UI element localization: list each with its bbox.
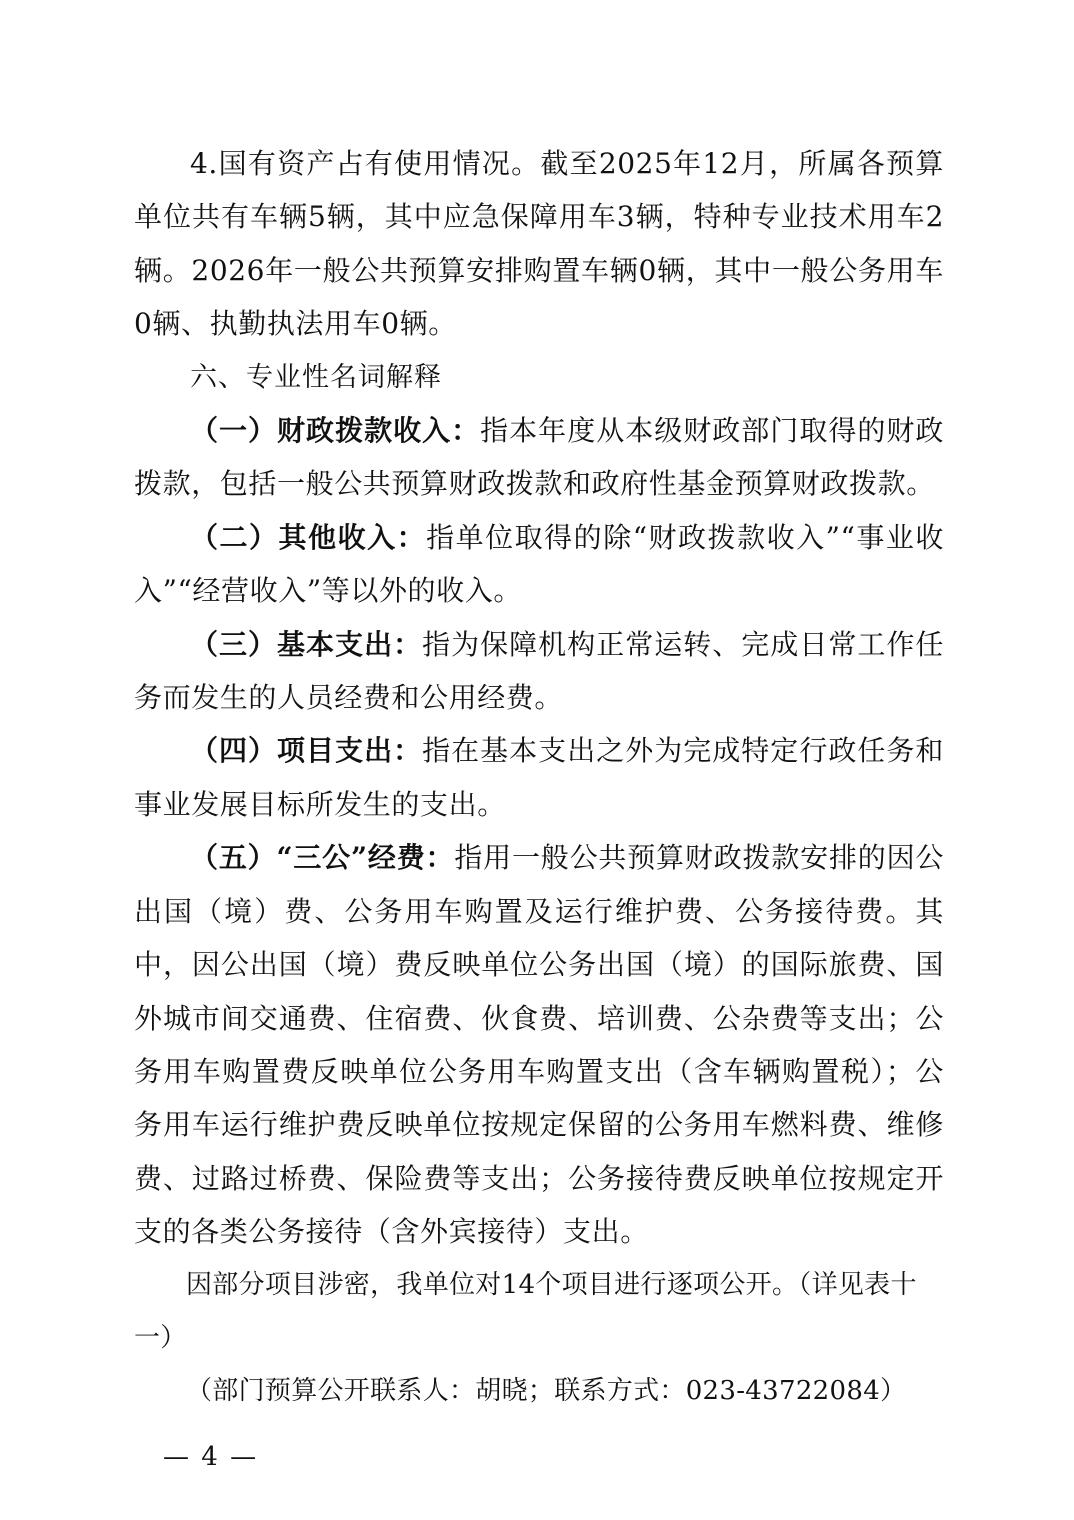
- definition-fiscal-appropriation: [134, 404, 944, 511]
- definition-term: （五）“三公”经费：: [190, 841, 455, 875]
- definition-term: （二）其他收入：: [190, 520, 427, 554]
- definition-basic-expenditure: [134, 618, 944, 725]
- definition-text: 指用一般公共预算财政拨款安排的因公出国（境）费、公务用车购置及运行维护费、公务接待费。其中，因公出国（境）费反映单位公务出国（境）的国际旅费、国外城市间交通费、住宿费、伙食费、培训费、公杂费等支出；公务用车购置费反映单位公务用车购置支出（含车辆购置税）；公务用车运行维护费反映单位按规定保留的公务用车燃料费、维修费、过路过桥费、保险费等支出；公务接待费反映单位按规定开支的各类公务接待（含外宾接待）支出。: [134, 841, 944, 1249]
- definition-three-public-expenses: [134, 831, 944, 1258]
- definition-term: （一）财政拨款收入：: [190, 414, 481, 448]
- contact-note: （部门预算公开联系人：胡晓；联系方式：023-43722084）: [186, 1376, 907, 1407]
- definition-project-expenditure: [134, 724, 944, 831]
- disclosure-note: 因部分项目涉密，我单位对14个项目进行逐项公开。（详见表十一）: [134, 1269, 917, 1353]
- definition-other-income: [134, 511, 944, 618]
- document-page: [134, 137, 944, 1419]
- definition-text: 指本年度从本级财政部门取得的财政拨款，包括一般公共预算财政拨款和政府性基金预算财政拨款。: [134, 414, 944, 501]
- page-number: — 4 —: [163, 1442, 259, 1472]
- section-heading: 六、专业性名词解释: [190, 361, 442, 393]
- definition-text: 指为保障机构正常运转、完成日常工作任务而发生的人员经费和公用经费。: [134, 627, 944, 715]
- definition-text: 指单位取得的除“财政拨款收入”“事业收入”“经营收入”等以外的收入。: [134, 520, 944, 608]
- asset-usage-paragraph: 4.国有资产占有使用情况。截至2025年12月，所属各预算单位共有车辆5辆，其中应急保障用车3辆，特种专业技术用车2辆。2026年一般公共预算安排购置车辆0辆，其中一般公务用车0辆、执勤执法用车0辆。: [134, 147, 944, 341]
- definition-term: （三）基本支出：: [190, 627, 423, 661]
- definition-term: （四）项目支出：: [190, 734, 423, 768]
- definition-text: 指在基本支出之外为完成特定行政任务和事业发展目标所发生的支出。: [134, 734, 944, 821]
